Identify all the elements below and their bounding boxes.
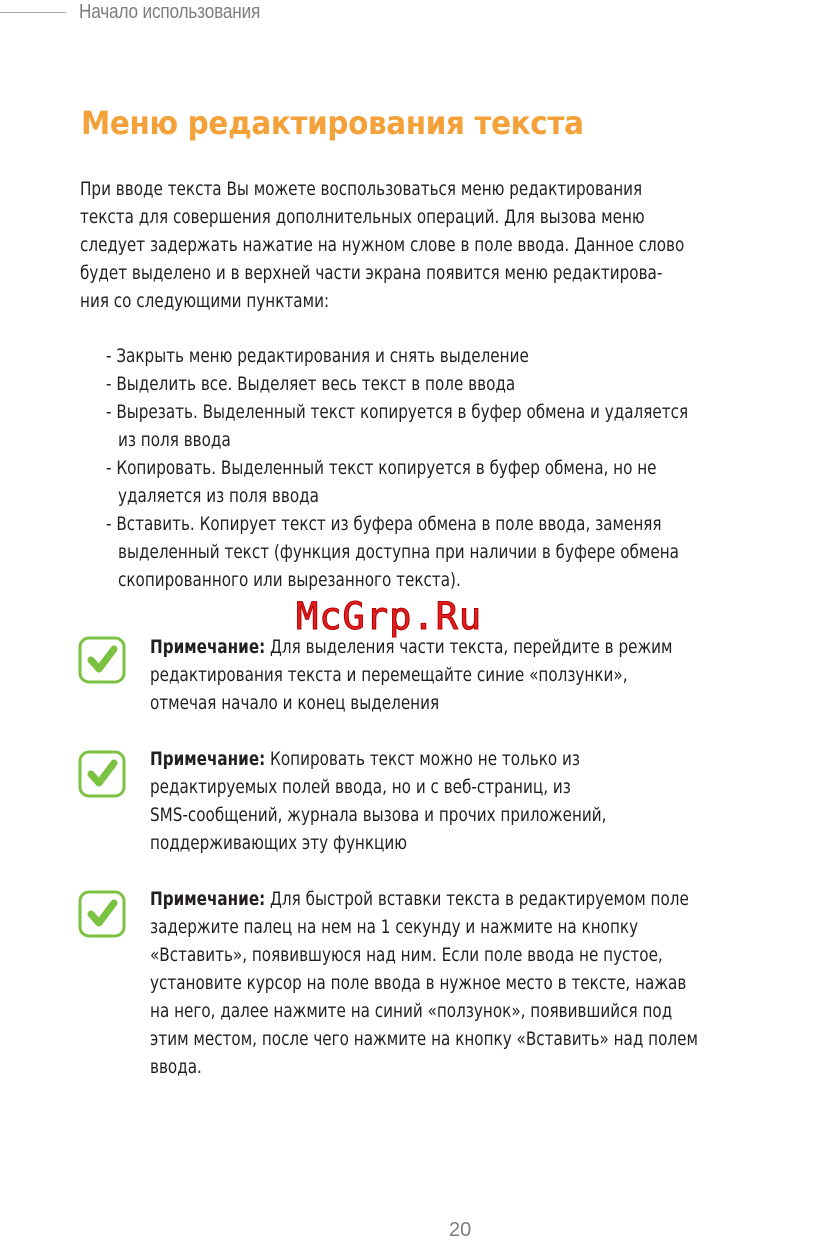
note-label: Примечание: [150,748,266,770]
note-line: SMS-сообщений, журнала вызова и прочих приложений, [150,804,607,826]
list-item: - Закрыть меню редактирования и снять выделение [106,345,529,367]
note-line: отмечая начало и конец выделения [150,692,440,714]
list-item: - Вырезать. Выделенный текст копируется в буфер обмена и удаляется [106,401,689,423]
note-line: «Вставить», появившуюся над ним. Если поле ввода не пустое, [150,944,663,966]
note-label: Примечание: [150,636,266,658]
checkmark-icon [78,750,126,798]
checkmark-icon [78,890,126,938]
note-line: установите курсор на поле ввода в нужное место в тексте, нажав [150,972,687,994]
intro-line: следует задержать нажатие на нужном слове в поле ввода. Данное слово [80,234,685,256]
note-line: этим местом, после чего нажмите на кнопку «Вставить» над полем [150,1028,698,1050]
list-item-continuation: скопированного или вырезанного текста). [118,569,461,591]
note-line: редактирования текста и перемещайте синие «ползунки», [150,664,628,686]
note-first-line [150,885,689,913]
header-rule [0,12,66,13]
page-title: Меню редактирования текста [81,104,584,142]
list-item-continuation: удаляется из поля ввода [118,485,319,507]
note-text: Копировать текст можно не только из [265,748,581,770]
note-label: Примечание: [150,888,266,910]
list-item-continuation: из поля ввода [118,429,231,451]
intro-line: При вводе текста Вы можете воспользоваться меню редактирования [80,178,643,200]
checkmark-icon [78,636,126,684]
note-line: редактируемых полей ввода, но и с веб-страниц, из [150,776,571,798]
intro-line: ния со следующими пунктами: [80,290,330,312]
intro-line: будет выделено и в верхней части экрана появится меню редактирова- [80,262,663,284]
note-line: на него, далее нажмите на синий «ползунок», появившийся под [150,1000,673,1022]
list-item: - Вставить. Копирует текст из буфера обмена в поле ввода, заменяя [106,513,662,535]
note-first-line [150,745,580,773]
header-section-title: Начало использования [79,1,261,23]
list-item-continuation: выделенный текст (функция доступна при наличии в буфере обмена [118,541,679,563]
note-text: Для быстрой вставки текста в редактируемом поле [265,888,689,910]
intro-line: текста для совершения дополнительных операций. Для вызова меню [80,206,645,228]
list-item: - Копировать. Выделенный текст копируется в буфер обмена, но не [106,457,657,479]
note-line: поддерживающих эту функцию [150,832,408,854]
note-line: задержите палец на нем на 1 секунду и нажмите на кнопку [150,916,639,938]
list-item: - Выделить все. Выделяет весь текст в поле ввода [106,373,516,395]
note-text: Для выделения части текста, перейдите в режим [265,636,673,658]
note-line: ввода. [150,1056,202,1078]
watermark: McGrp.Ru [296,595,483,638]
page-number: 20 [449,1219,472,1241]
